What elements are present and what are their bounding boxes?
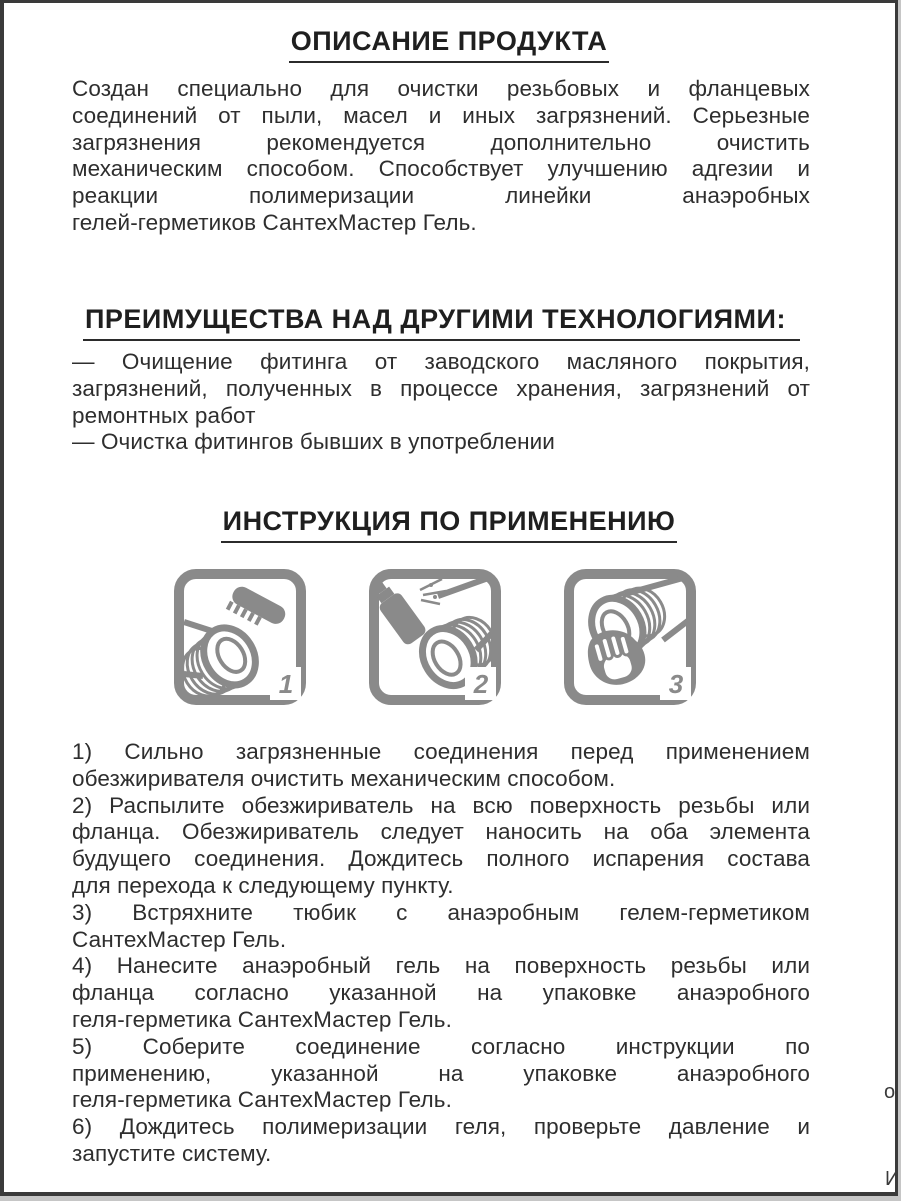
wipe-cloth-icon xyxy=(563,568,697,706)
edge-text-fragment: о xyxy=(884,1081,896,1103)
instruction-icons-row xyxy=(173,568,697,706)
text-line: механическим способом. Способствует улучшению адгезии и xyxy=(72,156,810,182)
text-line: 6) Дождитесь полимеризации геля, проверьте давление и xyxy=(72,1114,810,1140)
instructions-heading xyxy=(0,506,898,537)
text-line: запустите систему. xyxy=(72,1140,272,1166)
edge-text-fragment: И xyxy=(885,1168,900,1190)
instruction-step xyxy=(72,1114,810,1168)
spray-degrease-icon xyxy=(368,568,502,706)
advantages-list xyxy=(72,349,810,456)
text-line: гелей-герметиков СантехМастер Гель. xyxy=(72,209,477,235)
advantage-item xyxy=(72,349,810,429)
text-line: реакции полимеризации линейки анаэробных xyxy=(72,183,810,209)
text-line: ремонтных работ xyxy=(72,402,256,428)
instructions-heading-text: ИНСТРУКЦИЯ ПО ПРИМЕНЕНИЮ xyxy=(221,506,678,543)
step-number-3: 3 xyxy=(668,669,684,699)
text-line: 1) Сильно загрязненные соединения перед применением xyxy=(72,739,810,764)
page-title-text: ОПИСАНИЕ ПРОДУКТА xyxy=(289,26,610,63)
instruction-step xyxy=(72,1034,810,1114)
text-line: фланца. Обезжириватель следует наносить на оба элемента xyxy=(72,819,810,845)
text-line: Создан специально для очистки резьбовых и фланцевых xyxy=(72,76,810,101)
text-line: геля-герметика СантехМастер Гель. xyxy=(72,1087,452,1113)
instruction-step xyxy=(72,953,810,1033)
advantage-item xyxy=(72,429,810,456)
page-title xyxy=(0,26,898,57)
text-line: фланца согласно указанной на упаковке анаэробного xyxy=(72,980,810,1006)
text-line: будущего соединения. Дождитесь полного испарения состава xyxy=(72,846,810,872)
text-line: геля-герметика СантехМастер Гель. xyxy=(72,1006,452,1032)
text-line: СантехМастер Гель. xyxy=(72,926,287,952)
text-line: 5) Соберите соединение согласно инструкции по xyxy=(72,1033,810,1059)
text-line: 2) Распылите обезжириватель на всю поверхность резьбы или xyxy=(72,792,810,818)
text-line: — Очистка фитингов бывших в употреблении xyxy=(72,429,555,455)
instruction-step xyxy=(72,739,810,793)
text-line: 4) Нанесите анаэробный гель на поверхность резьбы или xyxy=(72,953,810,979)
step-number-2: 2 xyxy=(473,669,489,699)
text-line: загрязнений, полученных в процессе хранения, загрязнений от xyxy=(72,375,810,401)
advantages-heading-text: ПРЕИМУЩЕСТВА НАД ДРУГИМИ ТЕХНОЛОГИЯМИ: xyxy=(83,304,800,341)
text-line: загрязнения рекомендуется дополнительно очистить xyxy=(72,129,810,155)
text-line: обезжиривателя очистить механическим способом. xyxy=(72,765,616,791)
instruction-step xyxy=(72,793,810,900)
text-line: — Очищение фитинга от заводского масляного покрытия, xyxy=(72,349,810,374)
text-line: соединений от пыли, масел и иных загрязнений. Серьезные xyxy=(72,102,810,128)
product-description-paragraph xyxy=(72,76,810,237)
text-line: 3) Встряхните тюбик с анаэробным гелем-герметиком xyxy=(72,899,810,925)
brush-clean-icon xyxy=(173,568,307,706)
step-number-1: 1 xyxy=(278,669,294,699)
instruction-steps xyxy=(72,739,810,1168)
text-line: применению, указанной на упаковке анаэробного xyxy=(72,1060,810,1086)
advantages-heading xyxy=(83,304,800,335)
text-line: для перехода к следующему пункту. xyxy=(72,872,454,898)
instruction-step xyxy=(72,900,810,954)
